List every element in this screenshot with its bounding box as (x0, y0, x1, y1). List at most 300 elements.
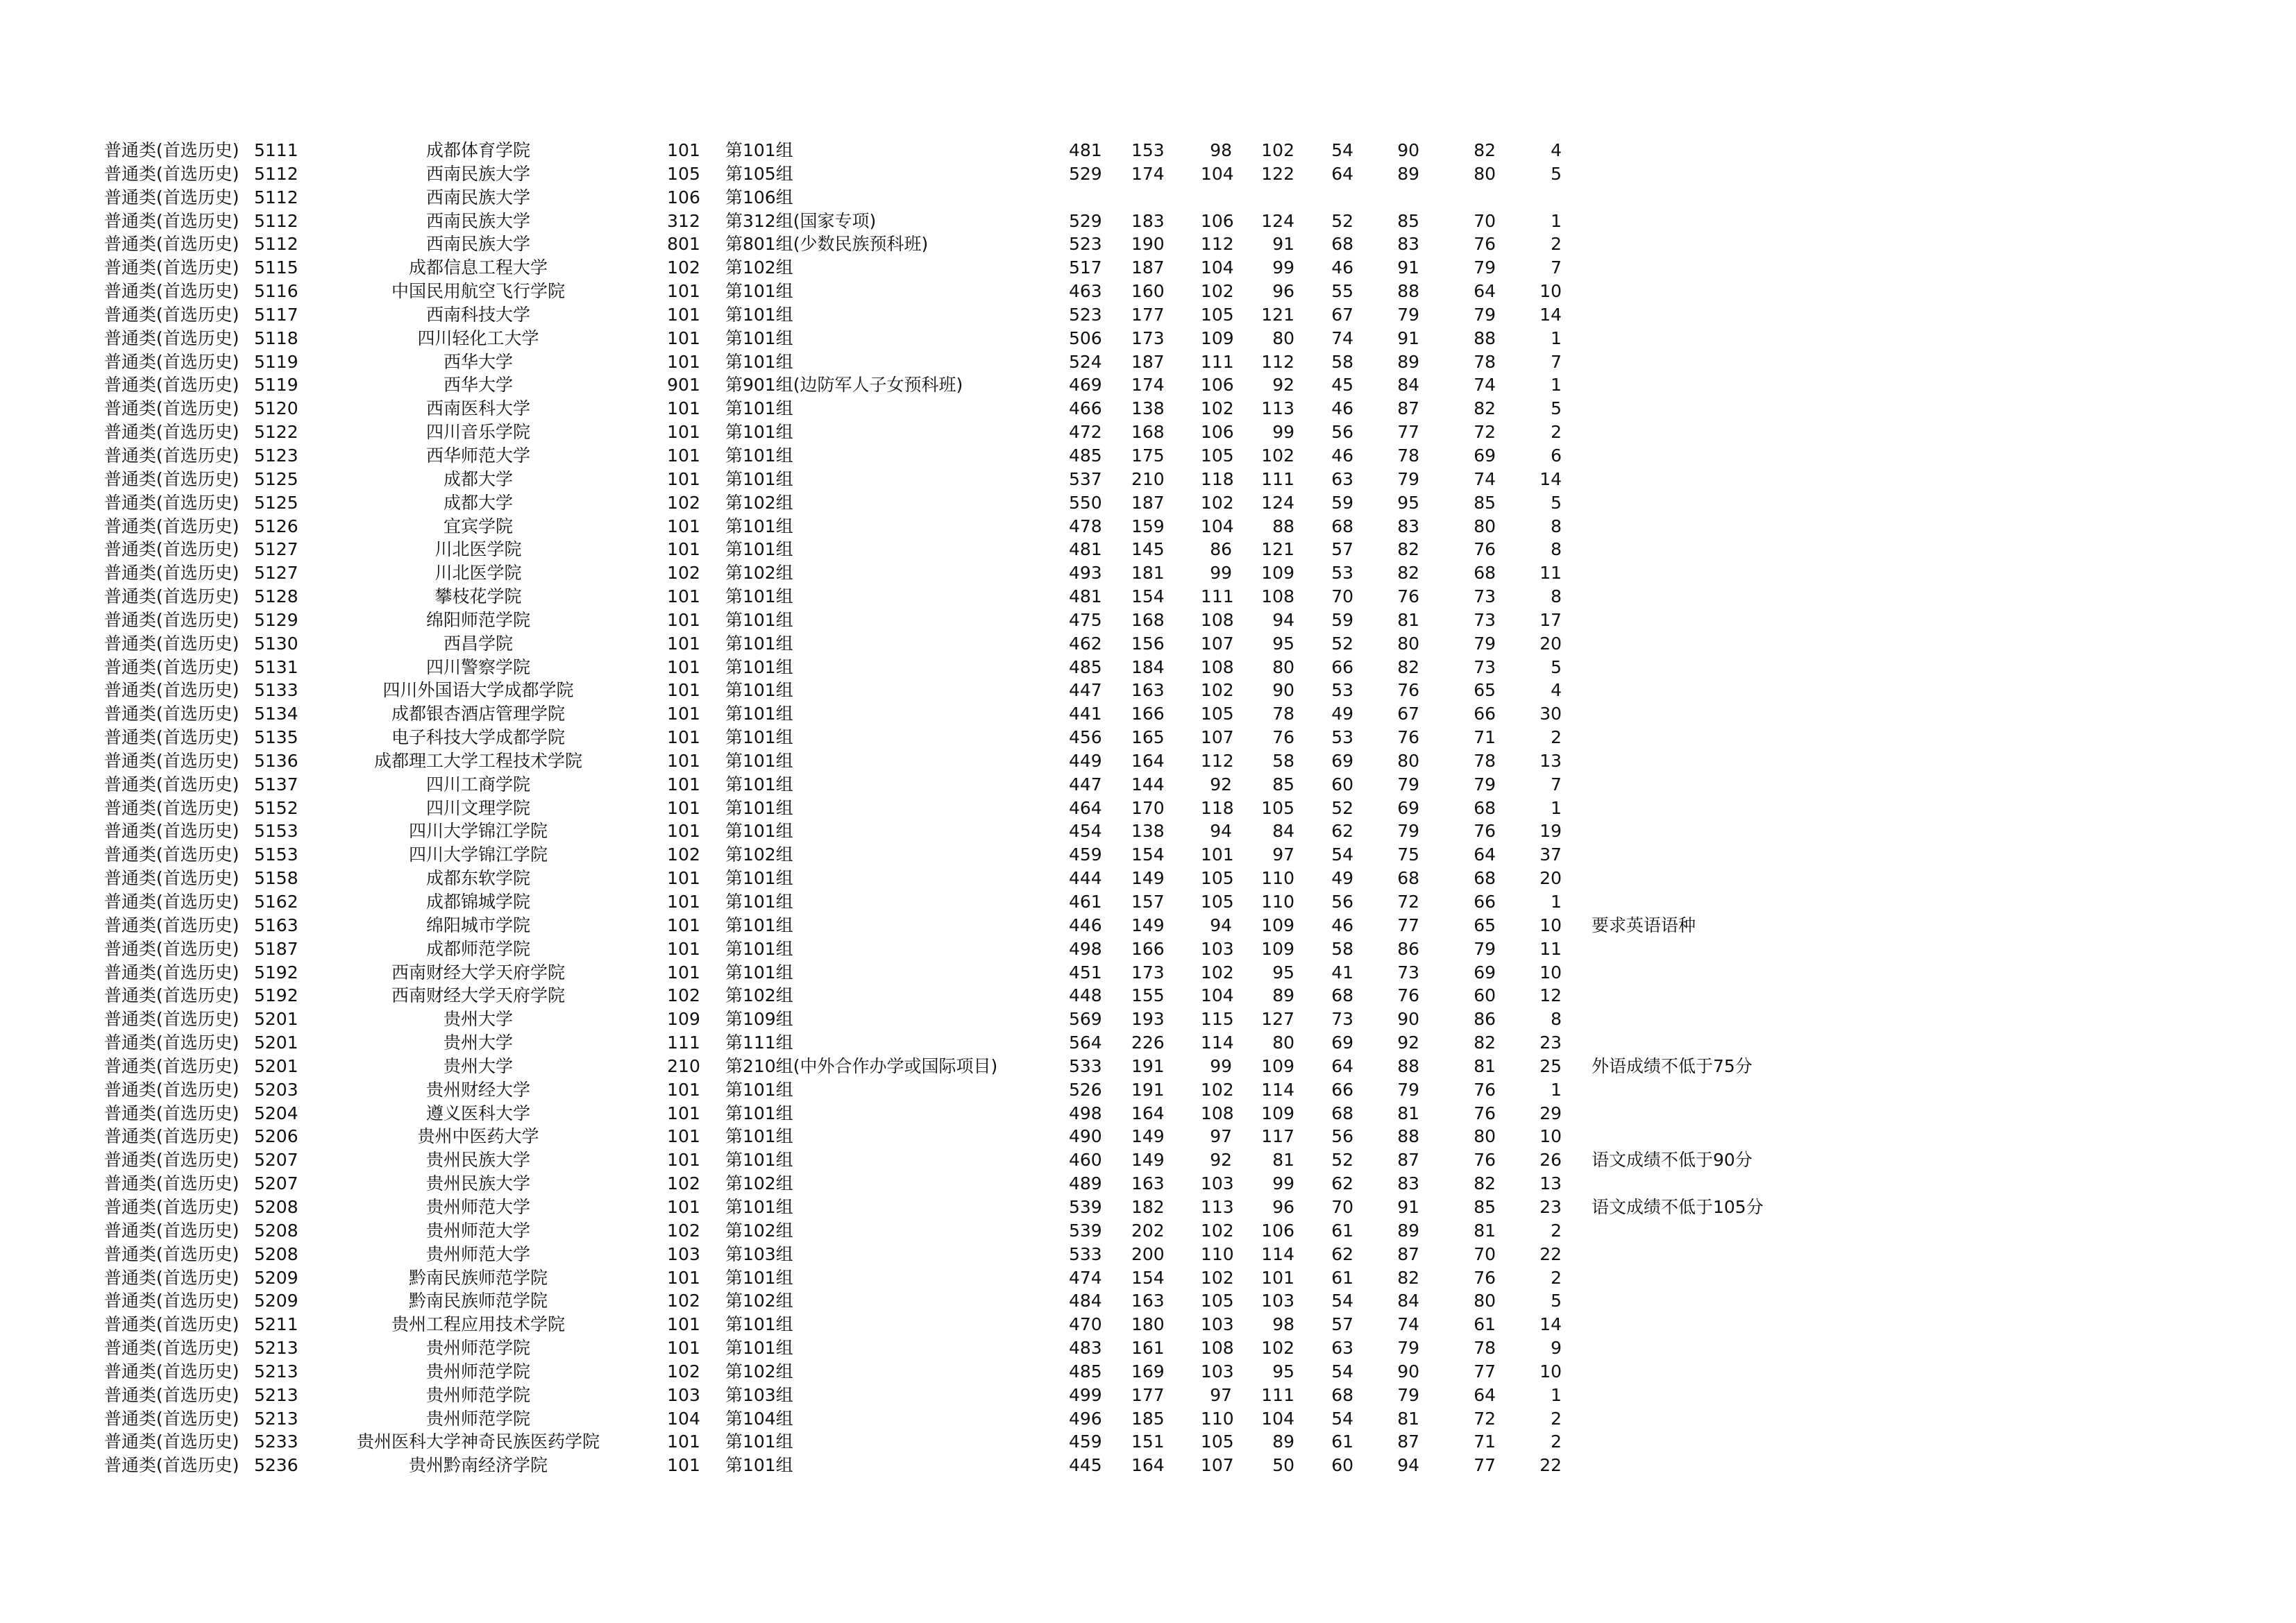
table-row (0, 937, 2296, 961)
elective-2-score-cell: 79 (1397, 774, 1419, 794)
primary-subject-score-cell: 72 (1474, 1408, 1496, 1429)
math-score-cell: 111 (1201, 351, 1234, 372)
school-code-cell: 5111 (254, 140, 298, 160)
elective-2-score-cell: 73 (1397, 962, 1419, 983)
group-name-cell: 第101组 (725, 938, 793, 959)
school-code-cell: 5117 (254, 304, 298, 325)
school-code-cell: 5118 (254, 328, 298, 348)
school-code-cell: 5130 (254, 633, 298, 654)
group-code-cell: 102 (667, 844, 700, 865)
min-score-cell: 446 (1069, 915, 1102, 935)
primary-subject-score-cell: 69 (1474, 962, 1496, 983)
math-score-cell: 105 (1201, 1291, 1234, 1311)
elective-1-score-cell: 59 (1331, 609, 1353, 630)
elective-1-score-cell: 46 (1331, 398, 1353, 419)
elective-2-score-cell: 86 (1397, 938, 1419, 959)
school-code-cell: 5137 (254, 774, 298, 794)
elective-2-score-cell: 74 (1397, 1314, 1419, 1335)
group-name-cell: 第101组 (725, 1267, 793, 1288)
primary-subject-score-cell: 78 (1474, 750, 1496, 771)
chinese-score-cell: 168 (1131, 422, 1165, 443)
rank-cell: 14 (1539, 468, 1562, 489)
elective-1-score-cell: 52 (1331, 633, 1353, 654)
rank-cell: 22 (1539, 1455, 1562, 1476)
elective-1-score-cell: 68 (1331, 1103, 1353, 1123)
elective-1-score-cell: 62 (1331, 1243, 1353, 1264)
rank-cell: 5 (1551, 492, 1562, 513)
primary-subject-score-cell: 77 (1474, 1361, 1496, 1382)
category-cell: 普通类(首选历史) (104, 656, 239, 677)
primary-subject-score-cell: 79 (1474, 633, 1496, 654)
foreign-lang-score-cell: 105 (1261, 797, 1294, 818)
chinese-score-cell: 174 (1131, 375, 1165, 396)
chinese-score-cell: 154 (1131, 844, 1165, 865)
elective-1-score-cell: 62 (1331, 821, 1353, 842)
elective-2-score-cell: 79 (1397, 304, 1419, 325)
foreign-lang-score-cell: 99 (1272, 422, 1294, 443)
group-code-cell: 101 (667, 938, 700, 959)
math-score-cell: 103 (1201, 938, 1234, 959)
elective-1-score-cell: 59 (1331, 492, 1353, 513)
category-cell: 普通类(首选历史) (104, 398, 239, 419)
table-row (0, 1430, 2296, 1454)
primary-subject-score-cell: 69 (1474, 445, 1496, 466)
math-score-cell: 109 (1201, 328, 1234, 348)
chinese-score-cell: 166 (1131, 938, 1165, 959)
elective-2-score-cell: 94 (1397, 1455, 1419, 1476)
table-row (0, 1336, 2296, 1360)
table-row (0, 397, 2296, 420)
school-name-cell: 四川警察学院 (425, 656, 530, 677)
chinese-score-cell: 138 (1131, 398, 1165, 419)
primary-subject-score-cell: 85 (1474, 492, 1496, 513)
school-code-cell: 5207 (254, 1173, 298, 1194)
category-cell: 普通类(首选历史) (104, 727, 239, 748)
elective-2-score-cell: 90 (1397, 1361, 1419, 1382)
school-code-cell: 5134 (254, 704, 298, 724)
elective-2-score-cell: 90 (1397, 1009, 1419, 1030)
elective-2-score-cell: 81 (1397, 1103, 1419, 1123)
category-cell: 普通类(首选历史) (104, 234, 239, 255)
table-row (0, 1454, 2296, 1477)
school-name-cell: 贵州师范学院 (425, 1384, 530, 1405)
rank-cell: 2 (1551, 1267, 1562, 1288)
chinese-score-cell: 173 (1131, 962, 1165, 983)
elective-1-score-cell: 57 (1331, 1314, 1353, 1335)
school-name-cell: 西南医科大学 (425, 398, 530, 419)
chinese-score-cell: 187 (1131, 492, 1165, 513)
primary-subject-score-cell: 78 (1474, 1338, 1496, 1359)
math-score-cell: 105 (1201, 1431, 1234, 1452)
rank-cell: 10 (1539, 1361, 1562, 1382)
group-code-cell: 312 (667, 210, 700, 231)
category-cell: 普通类(首选历史) (104, 1361, 239, 1382)
min-score-cell: 449 (1069, 750, 1102, 771)
group-name-cell: 第101组 (725, 774, 793, 794)
school-code-cell: 5192 (254, 985, 298, 1006)
table-row (0, 232, 2296, 256)
group-code-cell: 109 (667, 1009, 700, 1030)
category-cell: 普通类(首选历史) (104, 704, 239, 724)
remark-cell: 语文成绩不低于90分 (1592, 1150, 1753, 1171)
chinese-score-cell: 149 (1131, 915, 1165, 935)
min-score-cell: 533 (1069, 1243, 1102, 1264)
school-name-cell: 成都信息工程大学 (408, 257, 548, 278)
primary-subject-score-cell: 68 (1474, 563, 1496, 584)
school-name-cell: 成都银杏酒店管理学院 (391, 704, 565, 724)
min-score-cell: 466 (1069, 398, 1102, 419)
group-code-cell: 101 (667, 539, 700, 560)
primary-subject-score-cell: 82 (1474, 398, 1496, 419)
table-row (0, 491, 2296, 515)
elective-2-score-cell: 88 (1397, 281, 1419, 302)
rank-cell: 1 (1551, 328, 1562, 348)
school-code-cell: 5127 (254, 563, 298, 584)
foreign-lang-score-cell: 98 (1272, 1314, 1294, 1335)
school-name-cell: 成都大学 (443, 468, 513, 489)
math-score-cell: 94 (1210, 821, 1232, 842)
group-name-cell: 第801组(少数民族预科班) (725, 234, 929, 255)
elective-1-score-cell: 68 (1331, 516, 1353, 536)
group-name-cell: 第101组 (725, 656, 793, 677)
table-row (0, 1243, 2296, 1266)
rank-cell: 5 (1551, 656, 1562, 677)
school-code-cell: 5208 (254, 1220, 298, 1241)
elective-1-score-cell: 52 (1331, 797, 1353, 818)
school-code-cell: 5233 (254, 1431, 298, 1452)
elective-2-score-cell: 87 (1397, 1150, 1419, 1171)
group-code-cell: 101 (667, 1126, 700, 1147)
elective-1-score-cell: 58 (1331, 938, 1353, 959)
math-score-cell: 112 (1201, 750, 1234, 771)
elective-1-score-cell: 49 (1331, 868, 1353, 889)
chinese-score-cell: 164 (1131, 1103, 1165, 1123)
chinese-score-cell: 156 (1131, 633, 1165, 654)
group-code-cell: 101 (667, 868, 700, 889)
foreign-lang-score-cell: 76 (1272, 727, 1294, 748)
school-code-cell: 5112 (254, 210, 298, 231)
elective-1-score-cell: 70 (1331, 586, 1353, 607)
elective-1-score-cell: 61 (1331, 1220, 1353, 1241)
primary-subject-score-cell: 79 (1474, 938, 1496, 959)
rank-cell: 13 (1539, 1173, 1562, 1194)
chinese-score-cell: 210 (1131, 468, 1165, 489)
primary-subject-score-cell: 85 (1474, 1196, 1496, 1217)
rank-cell: 7 (1551, 351, 1562, 372)
category-cell: 普通类(首选历史) (104, 1220, 239, 1241)
elective-2-score-cell: 95 (1397, 492, 1419, 513)
rank-cell: 20 (1539, 633, 1562, 654)
group-code-cell: 210 (667, 1055, 700, 1076)
elective-1-score-cell: 68 (1331, 234, 1353, 255)
table-row (0, 679, 2296, 702)
elective-1-score-cell: 46 (1331, 445, 1353, 466)
rank-cell: 23 (1539, 1196, 1562, 1217)
chinese-score-cell: 200 (1131, 1243, 1165, 1264)
math-score-cell: 106 (1201, 422, 1234, 443)
school-code-cell: 5209 (254, 1291, 298, 1311)
min-score-cell: 481 (1069, 586, 1102, 607)
rank-cell: 1 (1551, 1384, 1562, 1405)
group-name-cell: 第102组 (725, 492, 793, 513)
rank-cell: 11 (1539, 938, 1562, 959)
foreign-lang-score-cell: 80 (1272, 656, 1294, 677)
category-cell: 普通类(首选历史) (104, 210, 239, 231)
rank-cell: 10 (1539, 962, 1562, 983)
min-score-cell: 481 (1069, 539, 1102, 560)
category-cell: 普通类(首选历史) (104, 962, 239, 983)
rank-cell: 8 (1551, 586, 1562, 607)
school-code-cell: 5153 (254, 821, 298, 842)
elective-2-score-cell: 75 (1397, 844, 1419, 865)
elective-1-score-cell: 45 (1331, 375, 1353, 396)
math-score-cell: 118 (1201, 797, 1234, 818)
foreign-lang-score-cell: 95 (1272, 633, 1294, 654)
table-row (0, 303, 2296, 327)
elective-2-score-cell: 91 (1397, 1196, 1419, 1217)
rank-cell: 37 (1539, 844, 1562, 865)
math-score-cell: 101 (1201, 844, 1234, 865)
rank-cell: 2 (1551, 1431, 1562, 1452)
foreign-lang-score-cell: 112 (1261, 351, 1294, 372)
school-name-cell: 成都体育学院 (425, 140, 530, 160)
math-score-cell: 106 (1201, 210, 1234, 231)
table-row (0, 702, 2296, 726)
category-cell: 普通类(首选历史) (104, 609, 239, 630)
group-name-cell: 第101组 (725, 351, 793, 372)
primary-subject-score-cell: 66 (1474, 704, 1496, 724)
group-code-cell: 103 (667, 1384, 700, 1405)
table-row (0, 1031, 2296, 1055)
chinese-score-cell: 154 (1131, 1267, 1165, 1288)
math-score-cell: 104 (1201, 257, 1234, 278)
math-score-cell: 110 (1201, 1408, 1234, 1429)
primary-subject-score-cell: 79 (1474, 257, 1496, 278)
category-cell: 普通类(首选历史) (104, 586, 239, 607)
min-score-cell: 447 (1069, 774, 1102, 794)
category-cell: 普通类(首选历史) (104, 1431, 239, 1452)
min-score-cell: 533 (1069, 1055, 1102, 1076)
rank-cell: 5 (1551, 163, 1562, 184)
primary-subject-score-cell: 72 (1474, 422, 1496, 443)
category-cell: 普通类(首选历史) (104, 1126, 239, 1147)
category-cell: 普通类(首选历史) (104, 844, 239, 865)
group-code-cell: 102 (667, 1173, 700, 1194)
table-row (0, 468, 2296, 491)
primary-subject-score-cell: 66 (1474, 892, 1496, 912)
elective-2-score-cell: 81 (1397, 1408, 1419, 1429)
group-name-cell: 第101组 (725, 609, 793, 630)
rank-cell: 10 (1539, 281, 1562, 302)
elective-2-score-cell: 82 (1397, 539, 1419, 560)
min-score-cell: 447 (1069, 680, 1102, 701)
rank-cell: 26 (1539, 1150, 1562, 1171)
group-code-cell: 103 (667, 1243, 700, 1264)
category-cell: 普通类(首选历史) (104, 163, 239, 184)
group-name-cell: 第101组 (725, 1338, 793, 1359)
min-score-cell: 524 (1069, 351, 1102, 372)
elective-2-score-cell: 79 (1397, 1338, 1419, 1359)
math-score-cell: 102 (1201, 398, 1234, 419)
school-name-cell: 西南财经大学天府学院 (391, 962, 565, 983)
foreign-lang-score-cell: 84 (1272, 821, 1294, 842)
rank-cell: 2 (1551, 1220, 1562, 1241)
foreign-lang-score-cell: 113 (1261, 398, 1294, 419)
school-name-cell: 西华大学 (443, 351, 513, 372)
elective-2-score-cell: 68 (1397, 868, 1419, 889)
chinese-score-cell: 187 (1131, 257, 1165, 278)
group-name-cell: 第101组 (725, 797, 793, 818)
school-code-cell: 5131 (254, 656, 298, 677)
table-row (0, 1172, 2296, 1196)
school-name-cell: 成都大学 (443, 492, 513, 513)
group-name-cell: 第101组 (725, 680, 793, 701)
group-code-cell: 101 (667, 633, 700, 654)
score-table (0, 139, 2296, 1477)
school-code-cell: 5115 (254, 257, 298, 278)
table-row (0, 914, 2296, 937)
group-code-cell: 101 (667, 398, 700, 419)
primary-subject-score-cell: 79 (1474, 774, 1496, 794)
min-score-cell: 517 (1069, 257, 1102, 278)
school-code-cell: 5125 (254, 492, 298, 513)
table-row (0, 749, 2296, 773)
group-name-cell: 第101组 (725, 868, 793, 889)
foreign-lang-score-cell: 80 (1272, 1033, 1294, 1053)
school-code-cell: 5162 (254, 892, 298, 912)
school-name-cell: 西昌学院 (443, 633, 513, 654)
primary-subject-score-cell: 71 (1474, 1431, 1496, 1452)
group-code-cell: 101 (667, 586, 700, 607)
school-name-cell: 西南民族大学 (425, 234, 530, 255)
math-score-cell: 92 (1210, 774, 1232, 794)
rank-cell: 14 (1539, 304, 1562, 325)
table-row (0, 797, 2296, 820)
math-score-cell: 99 (1210, 563, 1232, 584)
min-score-cell: 490 (1069, 1126, 1102, 1147)
foreign-lang-score-cell: 89 (1272, 985, 1294, 1006)
foreign-lang-score-cell: 102 (1261, 1338, 1294, 1359)
foreign-lang-score-cell: 103 (1261, 1291, 1294, 1311)
rank-cell: 23 (1539, 1033, 1562, 1053)
chinese-score-cell: 160 (1131, 281, 1165, 302)
elective-1-score-cell: 61 (1331, 1431, 1353, 1452)
math-score-cell: 105 (1201, 704, 1234, 724)
elective-1-score-cell: 60 (1331, 774, 1353, 794)
school-name-cell: 攀枝花学院 (434, 586, 522, 607)
foreign-lang-score-cell: 99 (1272, 1173, 1294, 1194)
school-code-cell: 5133 (254, 680, 298, 701)
table-row (0, 656, 2296, 679)
elective-1-score-cell: 66 (1331, 1079, 1353, 1100)
math-score-cell: 102 (1201, 1220, 1234, 1241)
min-score-cell: 451 (1069, 962, 1102, 983)
school-name-cell: 四川文理学院 (425, 797, 530, 818)
table-row (0, 632, 2296, 656)
chinese-score-cell: 149 (1131, 868, 1165, 889)
elective-2-score-cell: 76 (1397, 727, 1419, 748)
primary-subject-score-cell: 64 (1474, 844, 1496, 865)
school-code-cell: 5207 (254, 1150, 298, 1171)
school-name-cell: 贵州师范大学 (425, 1220, 530, 1241)
foreign-lang-score-cell: 85 (1272, 774, 1294, 794)
rank-cell: 7 (1551, 257, 1562, 278)
school-name-cell: 四川轻化工大学 (417, 328, 539, 348)
chinese-score-cell: 163 (1131, 680, 1165, 701)
chinese-score-cell: 138 (1131, 821, 1165, 842)
group-code-cell: 101 (667, 445, 700, 466)
math-score-cell: 104 (1201, 985, 1234, 1006)
math-score-cell: 102 (1201, 1079, 1234, 1100)
category-cell: 普通类(首选历史) (104, 445, 239, 466)
school-name-cell: 成都东软学院 (425, 868, 530, 889)
table-row (0, 1384, 2296, 1407)
group-code-cell: 101 (667, 422, 700, 443)
category-cell: 普通类(首选历史) (104, 797, 239, 818)
school-name-cell: 西南科技大学 (425, 304, 530, 325)
chinese-score-cell: 149 (1131, 1126, 1165, 1147)
school-code-cell: 5125 (254, 468, 298, 489)
min-score-cell: 485 (1069, 656, 1102, 677)
group-name-cell: 第101组 (725, 1150, 793, 1171)
math-score-cell: 113 (1201, 1196, 1234, 1217)
elective-2-score-cell: 81 (1397, 609, 1419, 630)
table-row (0, 1055, 2296, 1078)
min-score-cell: 483 (1069, 1338, 1102, 1359)
rank-cell: 19 (1539, 821, 1562, 842)
min-score-cell: 489 (1069, 1173, 1102, 1194)
rank-cell: 4 (1551, 680, 1562, 701)
group-name-cell: 第103组 (725, 1243, 793, 1264)
chinese-score-cell: 183 (1131, 210, 1165, 231)
primary-subject-score-cell: 61 (1474, 1314, 1496, 1335)
elective-1-score-cell: 73 (1331, 1009, 1353, 1030)
elective-2-score-cell: 89 (1397, 1220, 1419, 1241)
category-cell: 普通类(首选历史) (104, 1408, 239, 1429)
group-code-cell: 101 (667, 1338, 700, 1359)
group-name-cell: 第101组 (725, 328, 793, 348)
group-code-cell: 101 (667, 774, 700, 794)
rank-cell: 13 (1539, 750, 1562, 771)
table-row (0, 1125, 2296, 1148)
school-name-cell: 贵州大学 (443, 1055, 513, 1076)
math-score-cell: 112 (1201, 234, 1234, 255)
chinese-score-cell: 149 (1131, 1150, 1165, 1171)
group-code-cell: 105 (667, 163, 700, 184)
min-score-cell: 448 (1069, 985, 1102, 1006)
table-row (0, 1266, 2296, 1290)
group-code-cell: 101 (667, 797, 700, 818)
primary-subject-score-cell: 79 (1474, 304, 1496, 325)
table-row (0, 773, 2296, 797)
elective-1-score-cell: 56 (1331, 1126, 1353, 1147)
primary-subject-score-cell: 65 (1474, 915, 1496, 935)
elective-1-score-cell: 52 (1331, 210, 1353, 231)
elective-1-score-cell: 62 (1331, 1173, 1353, 1194)
math-score-cell: 114 (1201, 1033, 1234, 1053)
elective-1-score-cell: 61 (1331, 1267, 1353, 1288)
table-row (0, 139, 2296, 162)
school-code-cell: 5116 (254, 281, 298, 302)
group-name-cell: 第102组 (725, 985, 793, 1006)
chinese-score-cell: 169 (1131, 1361, 1165, 1382)
category-cell: 普通类(首选历史) (104, 868, 239, 889)
math-score-cell: 86 (1210, 539, 1232, 560)
foreign-lang-score-cell: 97 (1272, 844, 1294, 865)
school-code-cell: 5213 (254, 1384, 298, 1405)
foreign-lang-score-cell: 89 (1272, 1431, 1294, 1452)
elective-2-score-cell: 76 (1397, 586, 1419, 607)
